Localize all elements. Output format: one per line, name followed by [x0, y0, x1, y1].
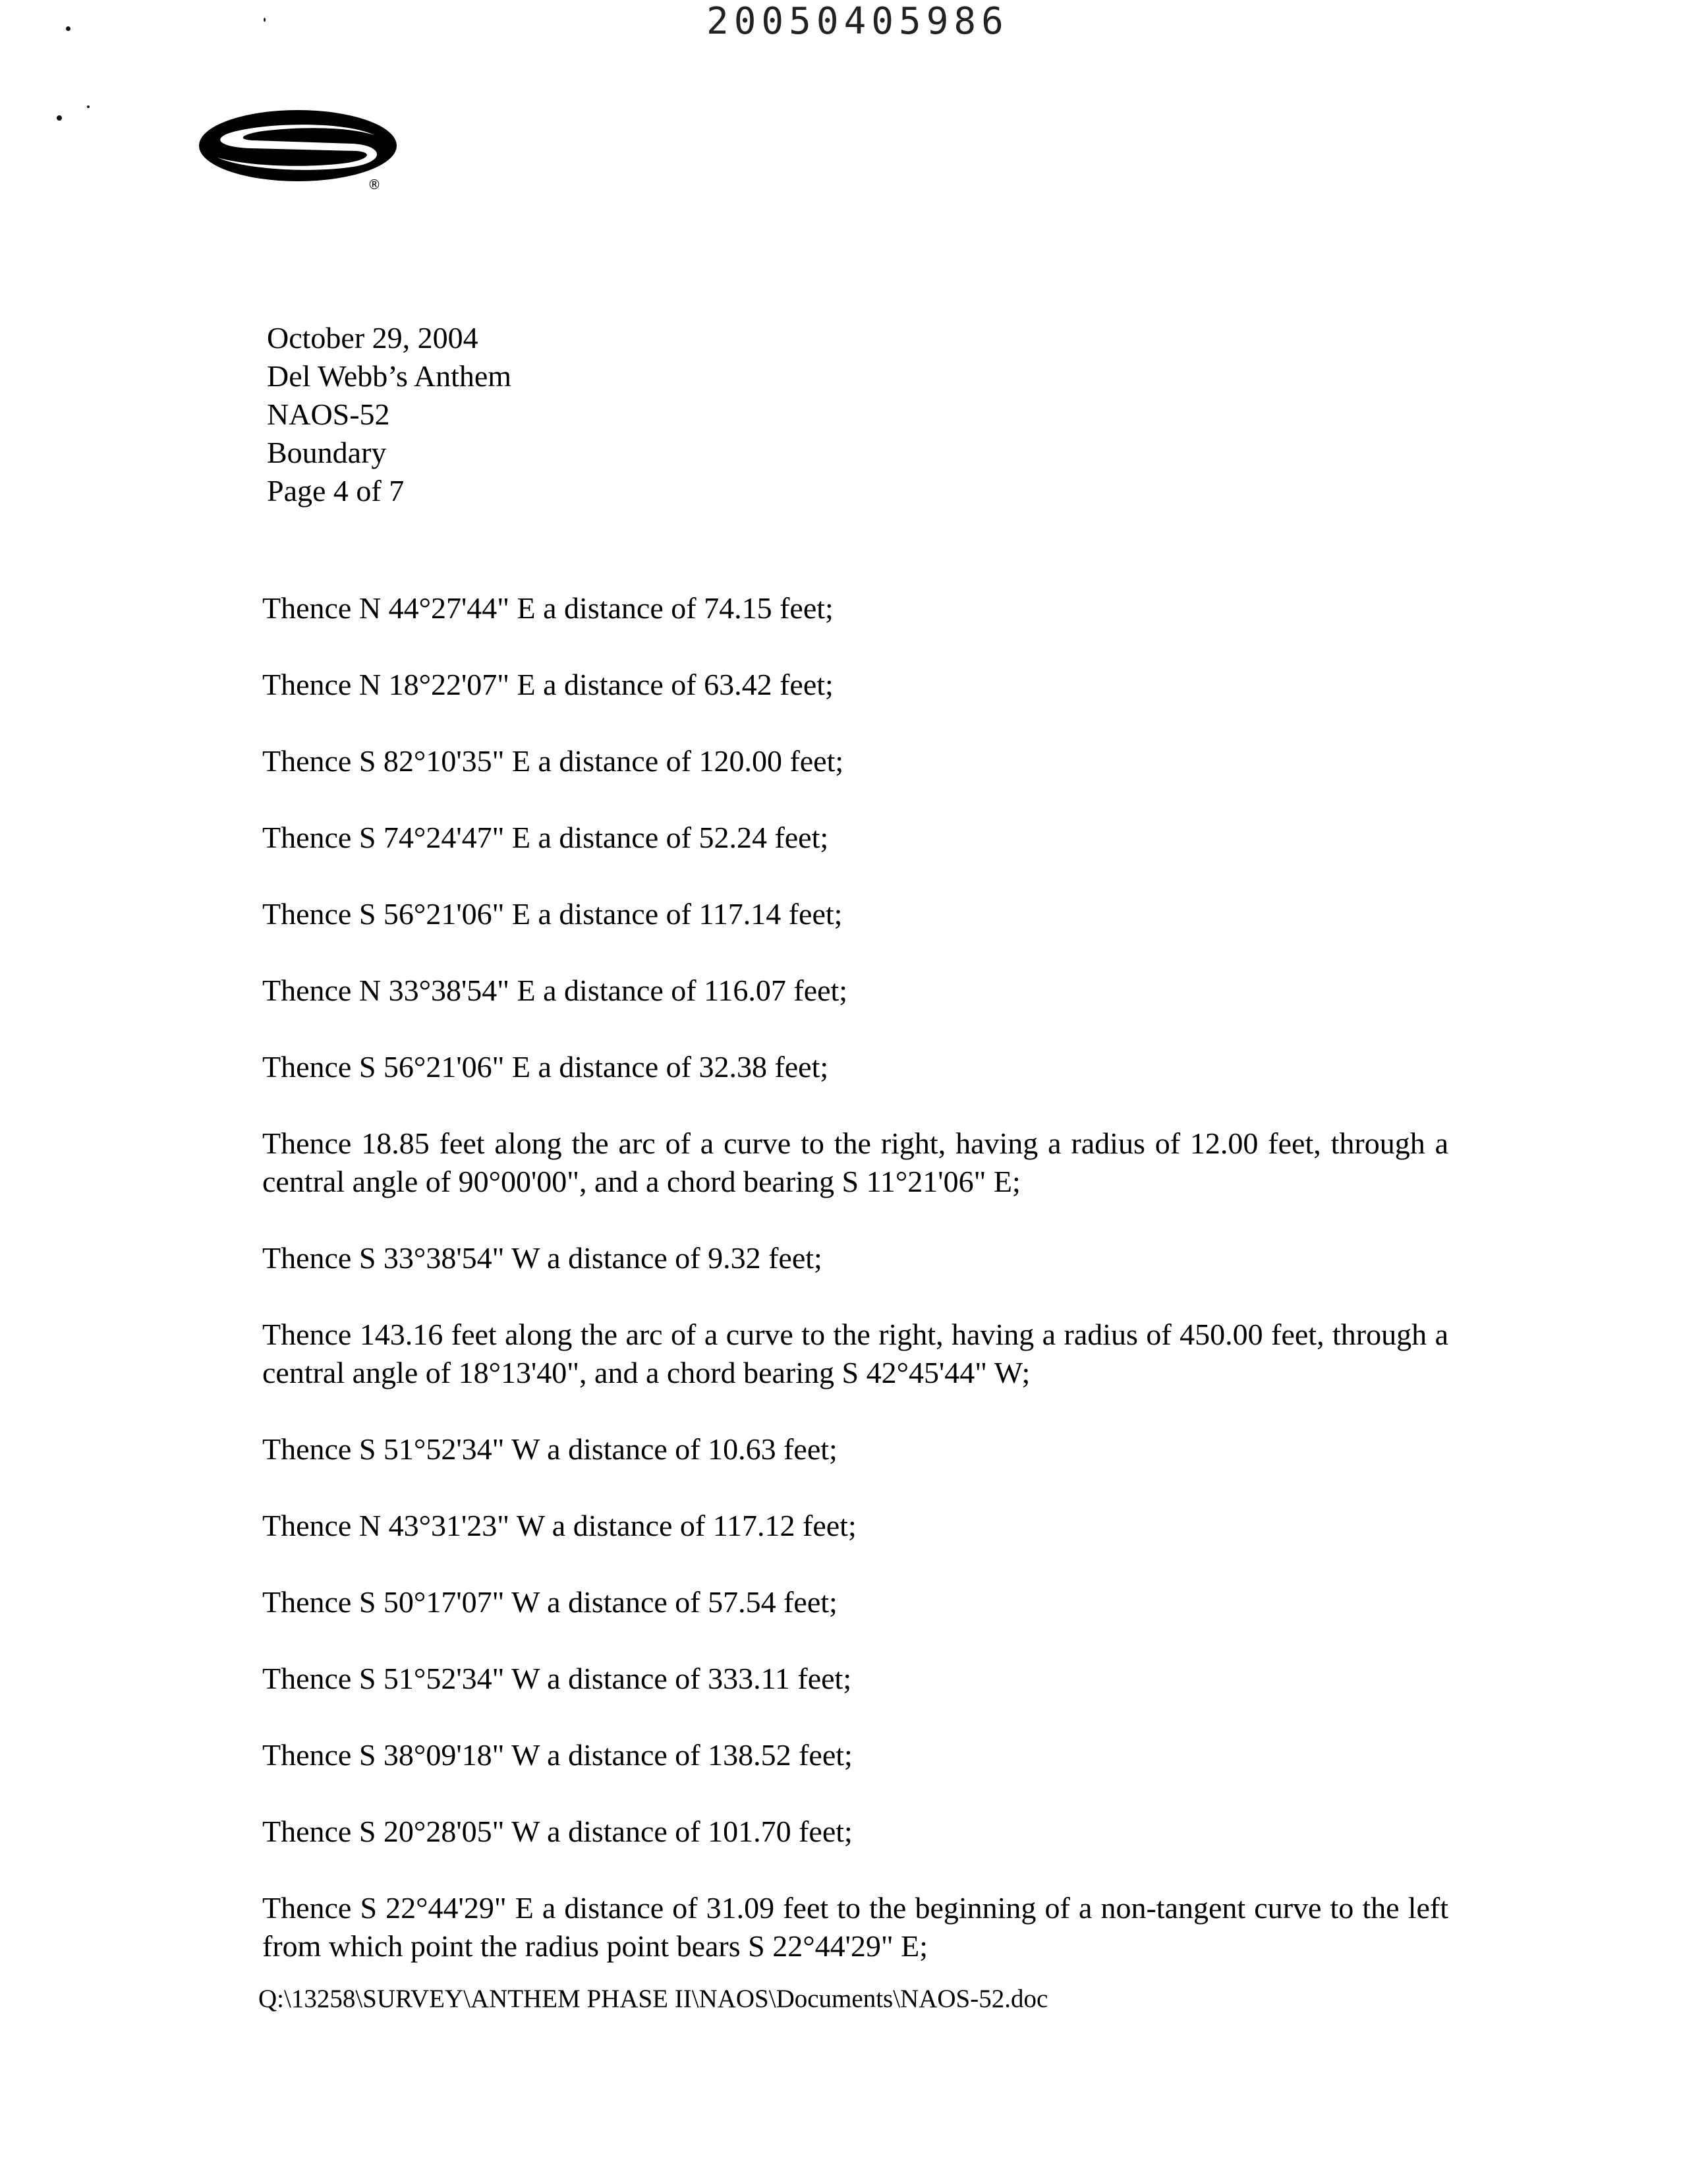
- boundary-calls: [262, 589, 1448, 2004]
- boundary-call: Thence S 51°52'34" W a distance of 333.11 feet;: [262, 1662, 852, 1695]
- boundary-call: Thence S 56°21'06" E a distance of 117.14 feet;: [262, 897, 843, 931]
- document-date: October 29, 2004: [267, 321, 478, 355]
- project-name: Del Webb’s Anthem: [267, 359, 512, 393]
- scan-speck: [66, 26, 71, 31]
- s-logo-icon: [198, 109, 402, 191]
- document-number: 20050405986: [706, 0, 1009, 43]
- boundary-call: Thence S 33°38'54" W a distance of 9.32 feet;: [262, 1241, 822, 1275]
- page-indicator: Page 4 of 7: [267, 474, 405, 508]
- document-header: [267, 319, 511, 510]
- boundary-call: Thence N 33°38'54" E a distance of 116.07 feet;: [262, 974, 848, 1007]
- scan-speck: [87, 105, 90, 108]
- boundary-call: Thence S 22°44'29" E a distance of 31.09 feet to the beginning of a non-tangent curve to the left from which point the radius point bears S 22°44'29" E;: [262, 1891, 1448, 1963]
- scan-speck: [264, 18, 266, 22]
- boundary-call: Thence N 18°22'07" E a distance of 63.42 feet;: [262, 668, 834, 701]
- document-subject: Boundary: [267, 436, 387, 469]
- boundary-call: Thence S 51°52'34" W a distance of 10.63 feet;: [262, 1432, 838, 1466]
- boundary-call: Thence 18.85 feet along the arc of a curve to the right, having a radius of 12.00 feet, through a central angle of 90°00'00", and a chord bearing S 11°21'06" E;: [262, 1126, 1448, 1198]
- boundary-call: Thence N 44°27'44" E a distance of 74.15 feet;: [262, 591, 834, 625]
- registered-mark: ®: [368, 177, 381, 191]
- boundary-call: Thence S 74°24'47" E a distance of 52.24 feet;: [262, 821, 829, 854]
- boundary-call: Thence S 38°09'18" W a distance of 138.52 feet;: [262, 1738, 853, 1772]
- file-path-footer: Q:\13258\SURVEY\ANTHEM PHASE II\NAOS\Documents\NAOS-52.doc: [258, 1985, 1048, 2013]
- boundary-call: Thence S 56°21'06" E a distance of 32.38 feet;: [262, 1050, 829, 1084]
- boundary-call: Thence S 50°17'07" W a distance of 57.54 feet;: [262, 1585, 838, 1619]
- parcel-name: NAOS-52: [267, 397, 390, 431]
- scan-speck: [57, 115, 62, 121]
- boundary-call: Thence N 43°31'23" W a distance of 117.12 feet;: [262, 1509, 857, 1542]
- boundary-call: Thence S 20°28'05" W a distance of 101.70 feet;: [262, 1815, 853, 1848]
- boundary-call: Thence 143.16 feet along the arc of a curve to the right, having a radius of 450.00 feet, through a central angle of 18°13'40", and a chord bearing S 42°45'44" W;: [262, 1318, 1448, 1389]
- boundary-call: Thence S 82°10'35" E a distance of 120.00 feet;: [262, 744, 844, 778]
